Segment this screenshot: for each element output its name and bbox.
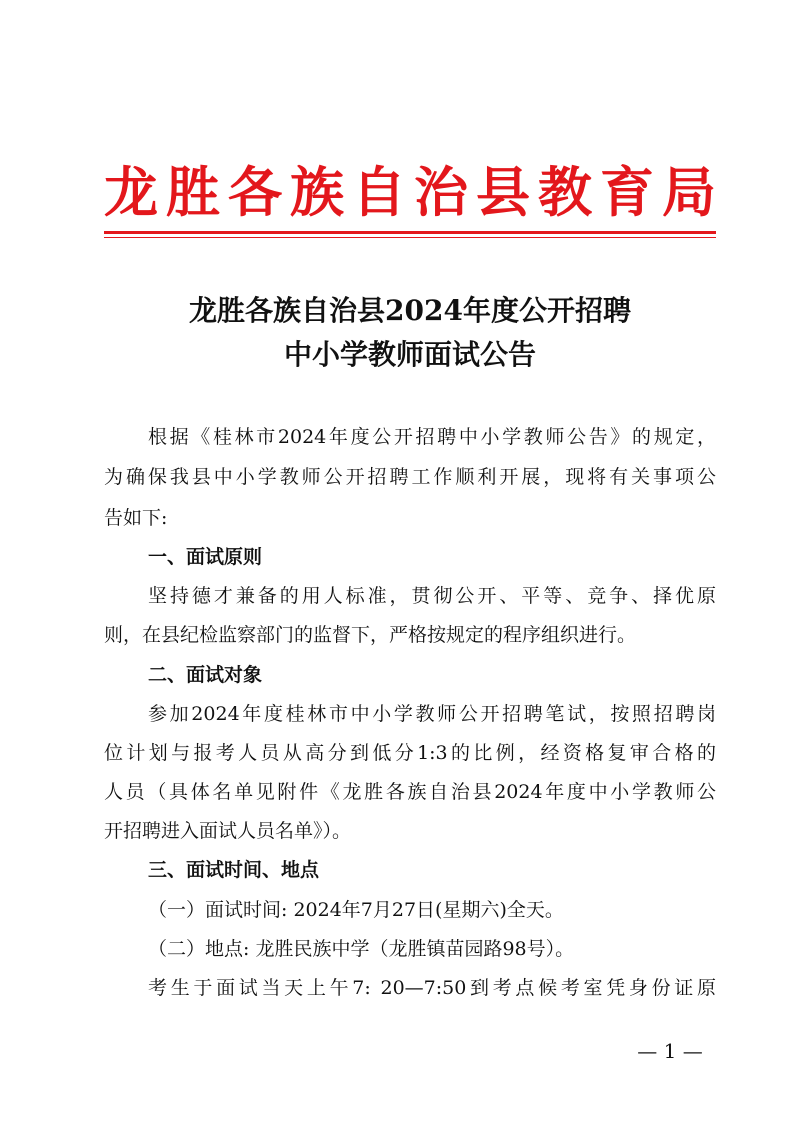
letterhead-divider-thick [104,231,716,234]
letterhead-char: 胜 [166,161,220,224]
issuer-letterhead [104,158,716,228]
letterhead-char: 县 [476,161,530,224]
section-2-line-3: 人员（具体名单见附件《龙胜各族自治县2024年度中小学教师公 [104,781,716,803]
section-3-line-1: 考生于面试当天上午7: 20—7:50到考点候考室凭身份证原 [148,977,716,999]
page-number: — 1 — [637,1039,703,1063]
intro-line-3: 告如下: [104,507,168,529]
letterhead-char: 治 [414,161,468,224]
section-1-line-1: 坚持德才兼备的用人标准，贯彻公开、平等、竞争、择优原 [148,585,716,607]
intro-line-1: 根据《桂林市2024年度公开招聘中小学教师公告》的规定， [148,426,716,448]
section-2-line-4: 开招聘进入面试人员名单》）。 [104,820,352,842]
section-1-heading: 一、面试原则 [148,546,263,568]
section-1-line-2: 则，在县纪检监察部门的监督下，严格按规定的程序组织进行。 [104,624,637,646]
section-2-line-1: 参加2024年度桂林市中小学教师公开招聘笔试，按照招聘岗 [148,703,716,725]
document-title-line-1: 龙胜各族自治县2024年度公开招聘 [189,294,631,327]
letterhead-char: 龙 [104,161,158,224]
intro-line-2: 为确保我县中小学教师公开招聘工作顺利开展，现将有关事项公 [104,466,716,488]
section-3-heading: 三、面试时间、地点 [148,859,320,881]
section-3-item-2: （二）地点: 龙胜民族中学（龙胜镇苗园路98号）。 [148,938,575,960]
letterhead-char: 各 [228,161,282,224]
letterhead-divider-thin [104,237,716,238]
document-title-line-2: 中小学教师面试公告 [283,338,536,371]
letterhead-char: 育 [600,161,654,224]
section-3-item-1: （一）面试时间: 2024年7月27日(星期六)全天。 [148,899,564,921]
letterhead-char: 教 [538,161,592,224]
letterhead-char: 自 [352,161,406,224]
letterhead-char: 族 [290,161,344,224]
section-2-heading: 二、面试对象 [148,664,263,686]
section-2-line-2: 位计划与报考人员从高分到低分1:3的比例，经资格复审合格的 [104,742,716,764]
letterhead-char: 局 [662,161,716,224]
